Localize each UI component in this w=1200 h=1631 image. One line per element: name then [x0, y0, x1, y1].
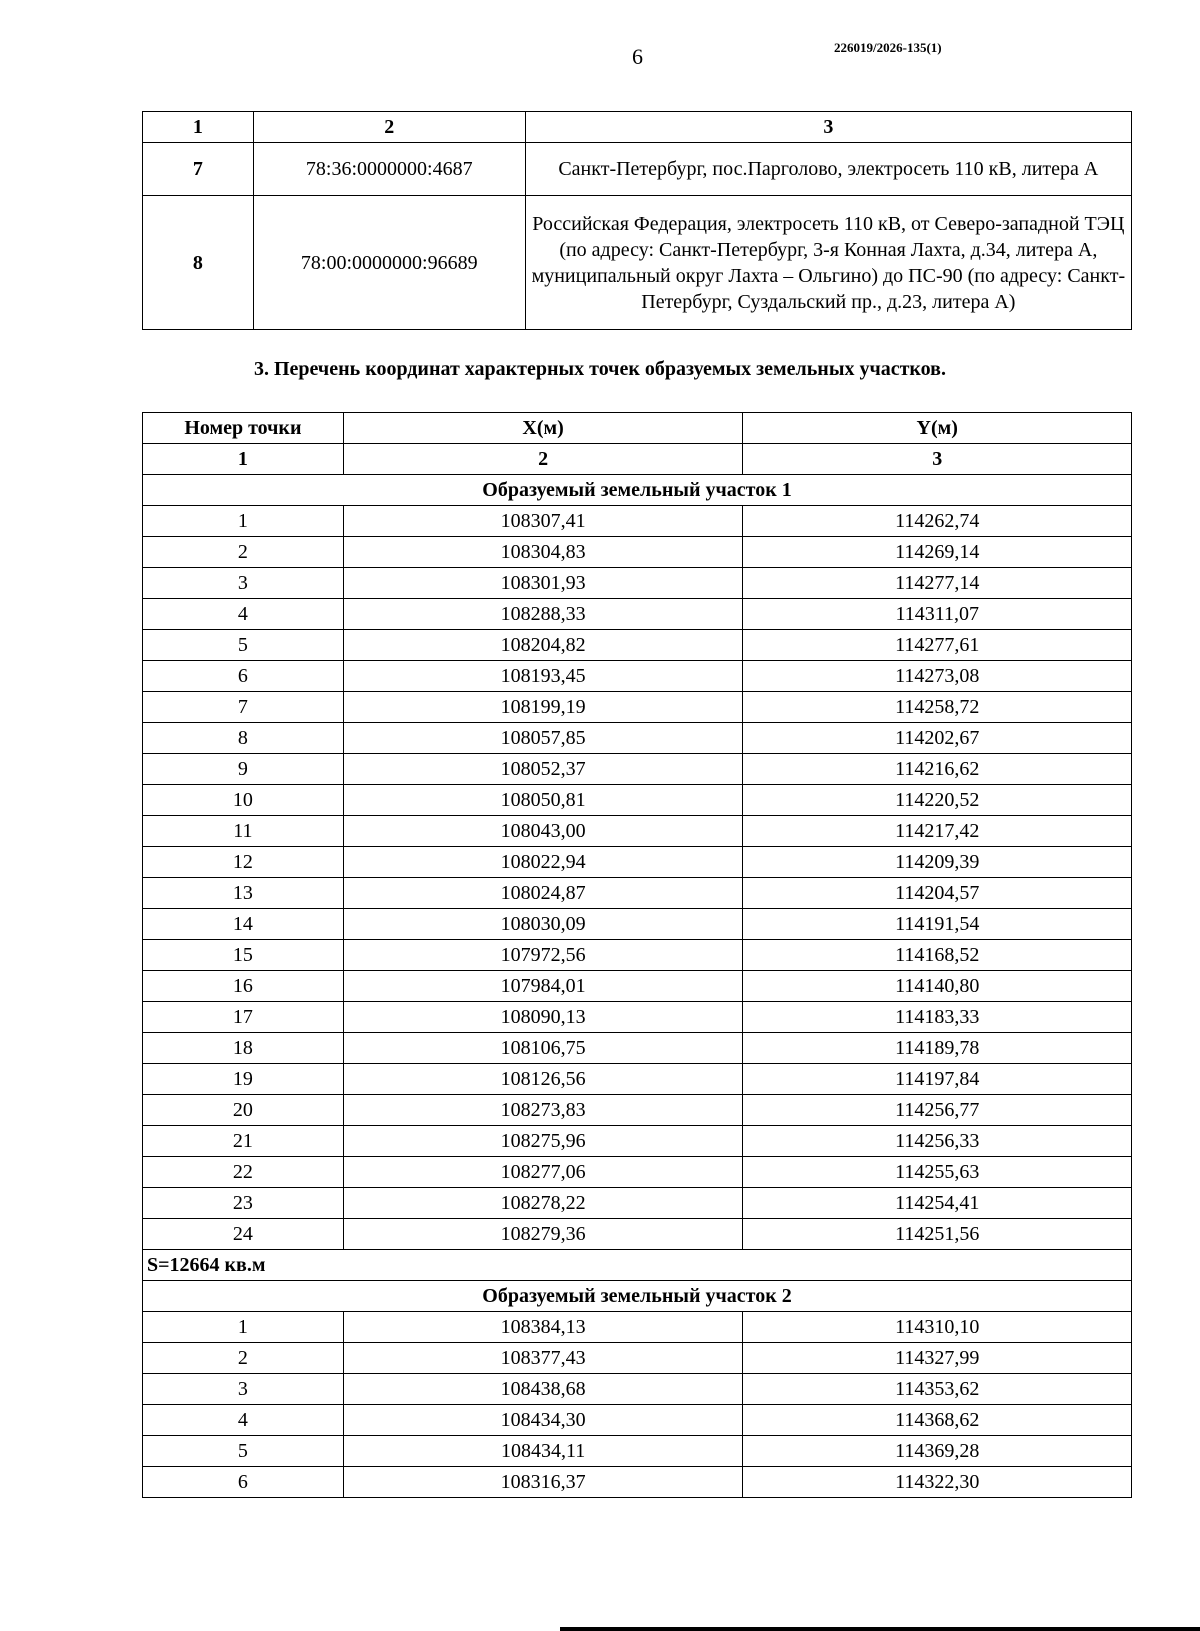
parcel-area-row: [143, 1250, 1132, 1281]
point-number: 20: [143, 1095, 344, 1126]
y-coordinate: 114202,67: [743, 723, 1132, 754]
address: Российская Федерация, электросеть 110 кВ, от Северо-западной ТЭЦ (по адресу: Санкт-Петербург, 3-я Конная Лахта, д.34, литера А, муниципальный округ Лахта – Ольгино) до ПС-90 (по адресу: Санкт-Петербург, Суздальский пр., д.23, литера А): [525, 196, 1131, 330]
x-coordinate: 108050,81: [343, 785, 743, 816]
parcel-title: Образуемый земельный участок 2: [143, 1281, 1132, 1312]
point-number: 23: [143, 1188, 344, 1219]
cadastral-number: 78:36:0000000:4687: [253, 143, 525, 196]
table-row: [143, 143, 1132, 196]
y-coordinate: 114277,14: [743, 568, 1132, 599]
point-number: 4: [143, 1405, 344, 1436]
y-coordinate: 114204,57: [743, 878, 1132, 909]
column-header: 2: [253, 112, 525, 143]
table-row: [143, 1405, 1132, 1436]
point-number: 4: [143, 599, 344, 630]
point-number: 9: [143, 754, 344, 785]
point-number: 6: [143, 661, 344, 692]
x-coordinate: 108277,06: [343, 1157, 743, 1188]
point-number: 11: [143, 816, 344, 847]
section-heading: 3. Перечень координат характерных точек образуемых земельных участков.: [254, 358, 946, 380]
y-coordinate: 114311,07: [743, 599, 1132, 630]
table-row: [143, 1436, 1132, 1467]
point-number: 1: [143, 506, 344, 537]
y-coordinate: 114256,77: [743, 1095, 1132, 1126]
column-header: X(м): [343, 413, 743, 444]
point-number: 24: [143, 1219, 344, 1250]
address: Санкт-Петербург, пос.Парголово, электросеть 110 кВ, литера А: [525, 143, 1131, 196]
point-number: 5: [143, 1436, 344, 1467]
x-coordinate: 108438,68: [343, 1374, 743, 1405]
point-number: 16: [143, 971, 344, 1002]
table-row: [143, 692, 1132, 723]
table-row: [143, 1095, 1132, 1126]
x-coordinate: 108024,87: [343, 878, 743, 909]
x-coordinate: 108052,37: [343, 754, 743, 785]
y-coordinate: 114327,99: [743, 1343, 1132, 1374]
y-coordinate: 114197,84: [743, 1064, 1132, 1095]
table-row: [143, 1002, 1132, 1033]
y-coordinate: 114322,30: [743, 1467, 1132, 1498]
table-row: [143, 630, 1132, 661]
table-row: [143, 1467, 1132, 1498]
table-header-row: [143, 112, 1132, 143]
table-row: [143, 847, 1132, 878]
y-coordinate: 114269,14: [743, 537, 1132, 568]
column-number: 3: [743, 444, 1132, 475]
point-number: 21: [143, 1126, 344, 1157]
table-row: [143, 1312, 1132, 1343]
point-number: 18: [143, 1033, 344, 1064]
y-coordinate: 114183,33: [743, 1002, 1132, 1033]
y-coordinate: 114262,74: [743, 506, 1132, 537]
column-number: 1: [143, 444, 344, 475]
y-coordinate: 114369,28: [743, 1436, 1132, 1467]
y-coordinate: 114220,52: [743, 785, 1132, 816]
y-coordinate: 114368,62: [743, 1405, 1132, 1436]
table-row: [143, 1219, 1132, 1250]
y-coordinate: 114255,63: [743, 1157, 1132, 1188]
table-row: [143, 971, 1132, 1002]
point-number: 6: [143, 1467, 344, 1498]
x-coordinate: 108193,45: [343, 661, 743, 692]
x-coordinate: 108278,22: [343, 1188, 743, 1219]
point-number: 2: [143, 537, 344, 568]
coordinates-table: [142, 412, 1132, 1498]
table-row: [143, 1157, 1132, 1188]
point-number: 14: [143, 909, 344, 940]
x-coordinate: 108030,09: [343, 909, 743, 940]
column-header: 1: [143, 112, 254, 143]
y-coordinate: 114217,42: [743, 816, 1132, 847]
table-row: [143, 785, 1132, 816]
y-coordinate: 114254,41: [743, 1188, 1132, 1219]
x-coordinate: 108273,83: [343, 1095, 743, 1126]
table-row: [143, 1064, 1132, 1095]
table-row: [143, 506, 1132, 537]
point-number: 17: [143, 1002, 344, 1033]
y-coordinate: 114251,56: [743, 1219, 1132, 1250]
table-row: [143, 909, 1132, 940]
point-number: 12: [143, 847, 344, 878]
x-coordinate: 108043,00: [343, 816, 743, 847]
y-coordinate: 114191,54: [743, 909, 1132, 940]
y-coordinate: 114209,39: [743, 847, 1132, 878]
x-coordinate: 108199,19: [343, 692, 743, 723]
point-number: 8: [143, 723, 344, 754]
point-number: 3: [143, 1374, 344, 1405]
y-coordinate: 114258,72: [743, 692, 1132, 723]
x-coordinate: 108316,37: [343, 1467, 743, 1498]
y-coordinate: 114216,62: [743, 754, 1132, 785]
cadastral-table: [142, 111, 1132, 330]
table-row: [143, 1188, 1132, 1219]
column-header: Номер точки: [143, 413, 344, 444]
x-coordinate: 108022,94: [343, 847, 743, 878]
x-coordinate: 108377,43: [343, 1343, 743, 1374]
x-coordinate: 108434,30: [343, 1405, 743, 1436]
x-coordinate: 108279,36: [343, 1219, 743, 1250]
point-number: 1: [143, 1312, 344, 1343]
row-number: 7: [143, 143, 254, 196]
x-coordinate: 108307,41: [343, 506, 743, 537]
x-coordinate: 108301,93: [343, 568, 743, 599]
x-coordinate: 108384,13: [343, 1312, 743, 1343]
table-row: [143, 537, 1132, 568]
y-coordinate: 114277,61: [743, 630, 1132, 661]
y-coordinate: 114353,62: [743, 1374, 1132, 1405]
table-row: [143, 196, 1132, 330]
table-row: [143, 940, 1132, 971]
table-row: [143, 878, 1132, 909]
parcel-title: Образуемый земельный участок 1: [143, 475, 1132, 506]
y-coordinate: 114168,52: [743, 940, 1132, 971]
column-header: Y(м): [743, 413, 1132, 444]
point-number: 13: [143, 878, 344, 909]
parcel-title-row: [143, 475, 1132, 506]
table-row: [143, 568, 1132, 599]
x-coordinate: 108304,83: [343, 537, 743, 568]
parcel-title-row: [143, 1281, 1132, 1312]
x-coordinate: 108288,33: [343, 599, 743, 630]
x-coordinate: 108204,82: [343, 630, 743, 661]
x-coordinate: 107972,56: [343, 940, 743, 971]
table-row: [143, 599, 1132, 630]
x-coordinate: 108057,85: [343, 723, 743, 754]
cadastral-number: 78:00:0000000:96689: [253, 196, 525, 330]
y-coordinate: 114189,78: [743, 1033, 1132, 1064]
column-header: 3: [525, 112, 1131, 143]
x-coordinate: 108434,11: [343, 1436, 743, 1467]
y-coordinate: 114140,80: [743, 971, 1132, 1002]
point-number: 5: [143, 630, 344, 661]
page-number: 6: [632, 44, 643, 69]
point-number: 2: [143, 1343, 344, 1374]
table-header-row: [143, 413, 1132, 444]
x-coordinate: 108275,96: [343, 1126, 743, 1157]
x-coordinate: 108106,75: [343, 1033, 743, 1064]
table-row: [143, 1126, 1132, 1157]
point-number: 22: [143, 1157, 344, 1188]
table-row: [143, 1374, 1132, 1405]
bottom-rule: [560, 1627, 1200, 1631]
parcel-area: S=12664 кв.м: [143, 1250, 1132, 1281]
table-row: [143, 754, 1132, 785]
table-row: [143, 1033, 1132, 1064]
point-number: 19: [143, 1064, 344, 1095]
point-number: 10: [143, 785, 344, 816]
document-reference: 226019/2026-135(1): [834, 40, 942, 55]
point-number: 7: [143, 692, 344, 723]
table-row: [143, 723, 1132, 754]
y-coordinate: 114256,33: [743, 1126, 1132, 1157]
point-number: 15: [143, 940, 344, 971]
x-coordinate: 107984,01: [343, 971, 743, 1002]
column-number-row: [143, 444, 1132, 475]
point-number: 3: [143, 568, 344, 599]
row-number: 8: [143, 196, 254, 330]
y-coordinate: 114273,08: [743, 661, 1132, 692]
table-row: [143, 1343, 1132, 1374]
table-row: [143, 816, 1132, 847]
x-coordinate: 108126,56: [343, 1064, 743, 1095]
y-coordinate: 114310,10: [743, 1312, 1132, 1343]
column-number: 2: [343, 444, 743, 475]
x-coordinate: 108090,13: [343, 1002, 743, 1033]
table-row: [143, 661, 1132, 692]
